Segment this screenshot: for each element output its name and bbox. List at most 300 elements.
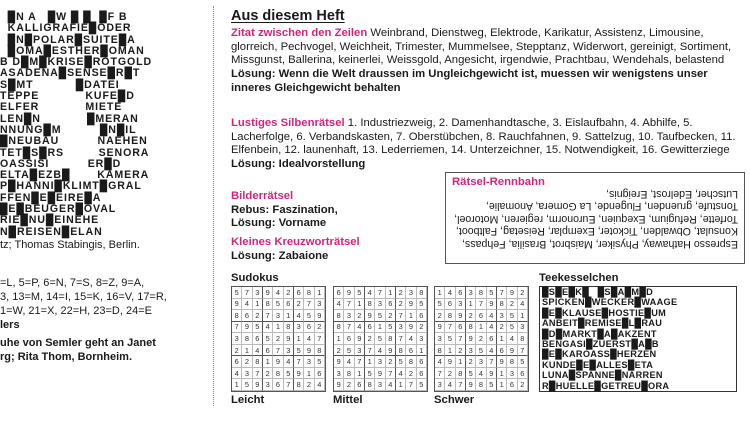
sudoku-cell: 6	[417, 356, 427, 368]
sudoku-cell: 9	[334, 356, 344, 368]
sudoku-cell: 8	[476, 379, 486, 391]
sudoku-cell: 8	[315, 345, 325, 357]
sudoku-cell: 7	[396, 333, 406, 345]
credit-line: tz; Thomas Stabingis, Berlin.	[0, 239, 140, 251]
sudoku-cell: 4	[355, 322, 365, 334]
sudoku-cell: 9	[304, 345, 314, 357]
sudoku-cell: 1	[435, 287, 445, 299]
grid-row: LEN█N █MERAN	[0, 112, 139, 125]
sudoku-cell: 2	[334, 345, 344, 357]
section-title: Kleines Kreuzworträtsel	[231, 236, 360, 248]
sudoku-cell: 1	[497, 368, 507, 380]
sudoku-cell: 5	[355, 287, 365, 299]
sudoku-cell: 6	[334, 287, 344, 299]
sudoku-cell: 9	[456, 310, 466, 322]
sudoku-cell: 1	[466, 299, 476, 311]
sudoku-cell: 5	[417, 379, 427, 391]
sudoku-cell: 9	[294, 368, 304, 380]
sudoku-cell: 6	[417, 310, 427, 322]
sudoku-cell: 1	[417, 345, 427, 357]
sudoku-cell: 2	[386, 310, 396, 322]
sudoku-cell: 4	[232, 368, 242, 380]
sudoku-cell: 3	[304, 356, 314, 368]
grid-row: █E█KAROASS█HERZEN	[542, 349, 657, 360]
sudoku-cell: 8	[365, 299, 375, 311]
grid-row: KALLIGRAFIE█ODER	[0, 22, 132, 35]
sudoku-cell: 5	[253, 322, 263, 334]
grid-row: N█REISEN█ELAN	[0, 225, 103, 238]
sudoku-cell: 4	[487, 322, 497, 334]
sudoku-cell: 3	[284, 345, 294, 357]
sudoku-cell: 2	[456, 345, 466, 357]
sudoku-cell: 1	[445, 345, 455, 357]
grid-row: FFEN█E█EIRE█A	[0, 191, 102, 204]
grid-row: █OMA█ESTHER█OMAN	[0, 44, 145, 57]
sudoku-cell: 9	[487, 299, 497, 311]
raetsel-rennbahn-box	[445, 172, 745, 264]
sudoku-cell: 3	[406, 287, 416, 299]
sudoku-cell: 3	[456, 299, 466, 311]
teekesselchen-title: Teekesselchen	[539, 272, 619, 284]
sudoku-cell: 5	[375, 310, 385, 322]
sudoku-cell: 4	[507, 333, 517, 345]
sudoku-cell: 8	[304, 287, 314, 299]
sudoku-cell: 8	[507, 356, 517, 368]
sudoku-cell: 1	[315, 287, 325, 299]
sudoku-cell: 1	[456, 356, 466, 368]
sudoku-cell: 6	[497, 345, 507, 357]
sudoku-cell: 8	[518, 333, 528, 345]
sudoku-cell: 5	[476, 345, 486, 357]
sudoku-cell: 2	[417, 322, 427, 334]
sudoku-cell: 5	[284, 368, 294, 380]
sudoku-cell: 3	[294, 322, 304, 334]
sudoku-cell: 5	[507, 322, 517, 334]
sudoku-cell: 5	[445, 333, 455, 345]
sudoku-cell: 3	[253, 287, 263, 299]
sudoku-cell: 6	[315, 368, 325, 380]
sudoku-cell: 8	[476, 287, 486, 299]
sudoku-cell: 8	[365, 379, 375, 391]
sudoku-cell: 1	[294, 333, 304, 345]
credit-line: uhe von Semler geht an Janet	[0, 337, 156, 349]
grid-row: ELFER MIETE	[0, 101, 123, 114]
grid-row: RIE█NU█EINEHE	[0, 214, 100, 227]
sudoku-cell: 4	[304, 333, 314, 345]
sudoku-cell: 3	[375, 379, 385, 391]
sudoku-cell: 1	[386, 287, 396, 299]
section-solution: Lösung: Wenn die Welt draussen im Ungleichgewicht ist, muessen wir wenigstens unser inneres Gleichgewicht behalten	[231, 68, 708, 94]
sudoku-cell: 7	[242, 287, 252, 299]
sudoku-cell: 3	[518, 322, 528, 334]
sudoku-cell: 6	[232, 356, 242, 368]
sudoku-cell: 7	[386, 368, 396, 380]
grid-row: ASADENA█SENSE█R█T	[0, 67, 141, 80]
credit-line: rg; Rita Thom, Bornheim.	[0, 351, 132, 363]
sudoku-cell: 1	[253, 299, 263, 311]
sudoku-cell: 1	[263, 356, 273, 368]
sudoku-cell: 8	[417, 287, 427, 299]
sudoku-cell: 5	[344, 345, 354, 357]
sudoku-cell: 3	[507, 368, 517, 380]
teekesselchen-grid	[539, 286, 737, 392]
sudoku-cell: 7	[375, 287, 385, 299]
sudoku-cell: 7	[304, 299, 314, 311]
sudoku-cell: 9	[406, 322, 416, 334]
section-zitat	[231, 27, 741, 96]
sudoku-cell: 7	[344, 299, 354, 311]
sudoku-cell: 5	[518, 356, 528, 368]
sudoku-cell: 4	[294, 310, 304, 322]
sudoku-cell: 2	[466, 356, 476, 368]
sudoku-cell: 7	[518, 345, 528, 357]
sudoku-cell: 5	[487, 379, 497, 391]
sudoku-cell: 4	[315, 379, 325, 391]
grid-row: KUNDE█E█ALLES█ETA	[542, 359, 654, 370]
sudoku-cell: 4	[344, 356, 354, 368]
sudoku-cell: 3	[242, 368, 252, 380]
sudoku-cell: 3	[396, 322, 406, 334]
sudoku-cell: 8	[466, 322, 476, 334]
sudoku-cell: 3	[315, 299, 325, 311]
sudoku-cell: 2	[406, 368, 416, 380]
sudoku-cell: 2	[365, 333, 375, 345]
grid-row: B D█M█KRISE█ROTGOLD	[0, 56, 153, 69]
sudoku-cell: 2	[294, 299, 304, 311]
grid-row: █S█E█K█ █S█A█M█D	[542, 287, 654, 297]
sudoku-cell: 6	[253, 333, 263, 345]
sudoku-cell: 5	[435, 299, 445, 311]
sudoku-cell: 5	[386, 322, 396, 334]
sudoku-cell: 6	[304, 322, 314, 334]
grid-row: █NEUBAU NAEHEN	[0, 135, 148, 148]
sudoku-cell: 9	[334, 379, 344, 391]
schwedenraetsel-solution-grid	[0, 12, 152, 238]
sudoku-cell: 7	[487, 356, 497, 368]
grid-row: █E█BEUGER█OVAL	[0, 203, 117, 216]
grid-row: BENGASI█ZUERST█A█B	[542, 338, 659, 349]
sudoku-cell: 8	[435, 345, 445, 357]
sudoku-cell: 9	[263, 287, 273, 299]
sudoku-cell: 5	[304, 310, 314, 322]
section-title: Zitat zwischen den Zeilen	[231, 27, 368, 39]
grid-row: S█MT █DATEI	[0, 78, 120, 91]
sudoku-cell: 7	[294, 356, 304, 368]
sudoku-cell: 8	[284, 322, 294, 334]
sudoku-cell: 3	[263, 379, 273, 391]
sudoku-cell: 1	[273, 322, 283, 334]
sudoku-cell: 6	[294, 287, 304, 299]
upside-down-solution: Espresso Hathaway, Physiker, Maisbrot, Brasilia, Fehpass, Konsulat, Obwalden, Tickoter, Exemplar, Reisetag, Faltboot, Torfette, Refugium, Exequien, Euronorm, regieren, Motoroel, Tonstufe, gruenden, Flugende, La Gomera, Anomalie, Lutscher, Edelrost, Ereignis,	[454, 187, 738, 250]
sudoku-cell: 9	[445, 356, 455, 368]
sudoku-cell: 8	[294, 379, 304, 391]
code-line: =L, 5=P, 6=N, 7=S, 8=Z, 9=A,	[0, 277, 145, 289]
sudoku-cell: 5	[396, 356, 406, 368]
sudoku-cell: 9	[497, 356, 507, 368]
sudoku-cell: 6	[445, 299, 455, 311]
sudoku-label-leicht: Leicht	[231, 394, 265, 406]
sudoku-cell: 3	[476, 356, 486, 368]
section-words: 1. Industriezweig, 2. Damenhandtasche, 3. Eislaufbahn, 4. Abhilfe, 5. Lacherfolge, 6. Verbandskasten, 7. Oberstübchen, 8. Rauchfahnen, 9. Sattelzug, 10. Taufbecken, 11. Elfenbein, 12. launenhaft, 13. Lederriemen, 14. Unterzeichner, 15. Notwendigkeit, 16. Gewitterziege	[231, 117, 736, 157]
sudoku-cell: 5	[365, 368, 375, 380]
sudoku-cell: 6	[365, 322, 375, 334]
sudoku-cell: 6	[355, 379, 365, 391]
sudoku-cell: 3	[375, 299, 385, 311]
sudoku-cell: 6	[487, 333, 497, 345]
sudoku-cell: 6	[518, 368, 528, 380]
sudoku-cell: 5	[273, 299, 283, 311]
sudoku-cell: 2	[507, 299, 517, 311]
sudoku-cell: 9	[232, 299, 242, 311]
code-line: lers	[0, 319, 20, 331]
sudoku-cell: 4	[445, 379, 455, 391]
sudoku-cell: 9	[273, 356, 283, 368]
sudoku-cell: 2	[263, 368, 273, 380]
sudoku-cell: 9	[315, 310, 325, 322]
sudoku-cell: 2	[476, 333, 486, 345]
sudoku-cell: 5	[507, 310, 517, 322]
section-title: Rätsel-Rennbahn	[452, 176, 545, 188]
sudoku-cell: 4	[284, 356, 294, 368]
sudoku-cell: 6	[417, 368, 427, 380]
sudoku-cell: 4	[365, 287, 375, 299]
sudoku-cell: 1	[476, 322, 486, 334]
sudoku-cell: 9	[375, 368, 385, 380]
sudoku-cell: 8	[406, 356, 416, 368]
sudoku-cell: 1	[304, 368, 314, 380]
sudoku-cell: 5	[417, 299, 427, 311]
sudoku-cell: 7	[263, 310, 273, 322]
sudoku-cell: 6	[507, 379, 517, 391]
sudoku-cell: 7	[344, 322, 354, 334]
sudoku-cell: 6	[406, 345, 416, 357]
sudoku-label-schwer: Schwer	[434, 394, 475, 406]
sudoku-cell: 6	[456, 322, 466, 334]
sudoku-cell: 1	[284, 310, 294, 322]
sudoku-cell: 4	[476, 368, 486, 380]
sudoku-cell: 3	[466, 345, 476, 357]
sudoku-cell: 5	[466, 368, 476, 380]
sudoku-cell: 4	[253, 345, 263, 357]
sudoku-cell: 7	[456, 379, 466, 391]
sudoku-cell: 3	[435, 379, 445, 391]
sudoku-cell: 7	[497, 287, 507, 299]
sudoku-cell: 2	[355, 310, 365, 322]
sudoku-cell: 8	[232, 310, 242, 322]
sudoku-cell: 4	[273, 287, 283, 299]
sudoku-cell: 4	[487, 310, 497, 322]
sudoku-cell: 8	[386, 333, 396, 345]
sudoku-cell: 4	[406, 333, 416, 345]
grid-row: SPICKEN█WECKER█WAAGE	[542, 297, 678, 308]
sudoku-cell: 4	[518, 299, 528, 311]
section-solution: Rebus: Faszination,	[231, 203, 338, 216]
sudoku-cell: 5	[232, 287, 242, 299]
sudoku-cell: 8	[334, 310, 344, 322]
sudoku-cell: 4	[375, 345, 385, 357]
section-title: Bilderrätsel	[231, 190, 294, 202]
sudoku-cell: 9	[487, 368, 497, 380]
sudoku-cell: 2	[232, 345, 242, 357]
sudoku-cell: 3	[232, 333, 242, 345]
sudoku-cell: 7	[365, 345, 375, 357]
sudoku-cell: 6	[263, 345, 273, 357]
grid-row: █N█POLAR█SUITE█A	[0, 33, 136, 46]
sudoku-cell: 8	[445, 310, 455, 322]
sudoku-cell: 7	[406, 379, 416, 391]
sudoku-cell: 1	[365, 356, 375, 368]
section-title: Lustiges Silbenrätsel	[231, 117, 345, 129]
sudoku-cell: 2	[445, 368, 455, 380]
sudoku-cell: 5	[315, 356, 325, 368]
sudoku-cell: 2	[497, 322, 507, 334]
sudoku-grid-leicht	[231, 286, 326, 392]
sudoku-cell: 7	[232, 322, 242, 334]
grid-row: ELTA█EZB█ KAMERA	[0, 169, 150, 182]
sudoku-cell: 8	[344, 368, 354, 380]
sudoku-cell: 4	[445, 287, 455, 299]
grid-row: TET█S█RS SENORA	[0, 146, 150, 159]
sudoku-cell: 4	[242, 299, 252, 311]
sudoku-cell: 1	[375, 322, 385, 334]
sudoku-cell: 9	[365, 310, 375, 322]
grid-row: NNUNG█M █N█IL	[0, 123, 137, 136]
sudoku-cell: 7	[445, 322, 455, 334]
grid-row: OASSISI ER█D	[0, 157, 122, 170]
sudoku-cell: 4	[263, 322, 273, 334]
sudoku-cell: 4	[396, 368, 406, 380]
sudoku-label-mittel: Mittel	[333, 394, 363, 406]
sudoku-cell: 9	[242, 322, 252, 334]
grid-row: P█HANNI█KLIMT█GRAL	[0, 180, 142, 193]
sudoku-cell: 9	[355, 333, 365, 345]
sudoku-cell: 1	[497, 333, 507, 345]
sudoku-cell: 5	[263, 333, 273, 345]
section-bilder	[231, 190, 436, 231]
sudoku-cell: 1	[406, 310, 416, 322]
section-solution: Lösung: Zabaione	[231, 249, 329, 262]
sudoku-cell: 6	[386, 299, 396, 311]
sudoku-grid-schwer	[434, 286, 529, 392]
sudoku-cell: 2	[466, 310, 476, 322]
sudoku-cell: 7	[476, 299, 486, 311]
sudoku-cell: 2	[518, 379, 528, 391]
sudoku-cell: 7	[355, 356, 365, 368]
code-line: 1=W, 21=X, 22=H, 23=D, 24=E	[0, 305, 152, 317]
sudoku-cell: 8	[334, 322, 344, 334]
page-title: Aus diesem Heft	[231, 8, 345, 24]
section-silben	[231, 117, 741, 172]
section-words: Weinbrand, Dienstweg, Elektrode, Karikatur, Assistenz, Limousine, glorreich, Pechvogel, Weichheit, Trimester, Mummelsee, Stepptanz, Widerwort, gereinigt, Sortiment, Missgunst, Ballerina, keinerlei, Weissgold, Angesicht, irgendwie, Prachtbau, Wendehals, belastend	[231, 27, 732, 67]
sudoku-cell: 3	[355, 345, 365, 357]
sudoku-cell: 9	[466, 379, 476, 391]
sudoku-cell: 6	[456, 287, 466, 299]
sudoku-cell: 8	[263, 299, 273, 311]
sudoku-cell: 2	[518, 287, 528, 299]
sudoku-cell: 5	[375, 333, 385, 345]
sudoku-cell: 3	[435, 333, 445, 345]
sudoku-cell: 1	[497, 379, 507, 391]
sudoku-cell: 7	[396, 310, 406, 322]
sudoku-cell: 1	[518, 310, 528, 322]
sudoku-cell: 8	[396, 345, 406, 357]
sudoku-cell: 2	[273, 333, 283, 345]
sudoku-cell: 2	[253, 310, 263, 322]
grid-row: TEPPE KUFE█D	[0, 90, 135, 103]
sudoku-cell: 8	[273, 368, 283, 380]
sudoku-cell: 5	[487, 287, 497, 299]
grid-row: R█HUELLE█GETREU█ORA	[542, 380, 670, 391]
sudoku-cell: 9	[344, 287, 354, 299]
sudoku-cell: 7	[253, 368, 263, 380]
sudoku-cell: 2	[435, 310, 445, 322]
sudoku-cell: 6	[242, 310, 252, 322]
sudoku-cell: 1	[232, 379, 242, 391]
grid-row: █N A █W █ █ █F B	[0, 11, 128, 23]
code-line: 3, 13=M, 14=I, 15=K, 16=V, 17=R,	[0, 291, 167, 303]
sudoku-cell: 9	[466, 333, 476, 345]
grid-row: █D█MARKT█A█AKZENT	[542, 328, 657, 339]
sudoku-cell: 3	[375, 356, 385, 368]
sudoku-cell: 3	[334, 368, 344, 380]
sudoku-cell: 9	[253, 379, 263, 391]
sudoku-cell: 7	[273, 345, 283, 357]
sudoku-title: Sudokus	[231, 272, 279, 284]
sudoku-cell: 4	[386, 379, 396, 391]
sudoku-cell: 3	[466, 287, 476, 299]
left-column	[0, 0, 210, 421]
sudoku-cell: 2	[284, 287, 294, 299]
sudoku-cell: 9	[386, 345, 396, 357]
sudoku-cell: 2	[386, 356, 396, 368]
sudoku-cell: 8	[253, 356, 263, 368]
sudoku-cell: 9	[284, 333, 294, 345]
grid-row: █E█KLAUSE█HOSTIE█UM	[542, 307, 667, 318]
sudoku-cell: 8	[456, 368, 466, 380]
sudoku-cell: 8	[497, 299, 507, 311]
sudoku-cell: 3	[417, 333, 427, 345]
sudoku-cell: 2	[315, 322, 325, 334]
sudoku-cell: 6	[476, 310, 486, 322]
sudoku-cell: 4	[334, 299, 344, 311]
sudoku-cell: 6	[273, 379, 283, 391]
sudoku-cell: 3	[344, 310, 354, 322]
sudoku-cell: 1	[242, 345, 252, 357]
sudoku-cell: 7	[315, 333, 325, 345]
sudoku-cell: 1	[355, 368, 365, 380]
sudoku-cell: 2	[304, 379, 314, 391]
sudoku-cell: 9	[507, 345, 517, 357]
sudoku-cell: 8	[242, 333, 252, 345]
grid-row: ANBEIT█REMISE█L█RAU	[542, 318, 663, 329]
sudoku-cell: 5	[242, 379, 252, 391]
sudoku-cell: 9	[406, 299, 416, 311]
sudoku-cell: 7	[456, 333, 466, 345]
sudoku-cell: 3	[497, 310, 507, 322]
column-divider	[213, 6, 214, 406]
section-solution: Lösung: Vorname	[231, 217, 327, 230]
sudoku-cell: 6	[284, 299, 294, 311]
sudoku-cell: 4	[435, 356, 445, 368]
sudoku-cell: 7	[435, 368, 445, 380]
sudoku-cell: 6	[344, 333, 354, 345]
sudoku-cell: 2	[396, 287, 406, 299]
sudoku-grid-mittel	[333, 286, 428, 392]
sudoku-cell: 1	[396, 379, 406, 391]
sudoku-cell: 7	[284, 379, 294, 391]
sudoku-cell: 9	[507, 287, 517, 299]
grid-row: LUNA█SPANNE█NARREN	[542, 370, 663, 381]
